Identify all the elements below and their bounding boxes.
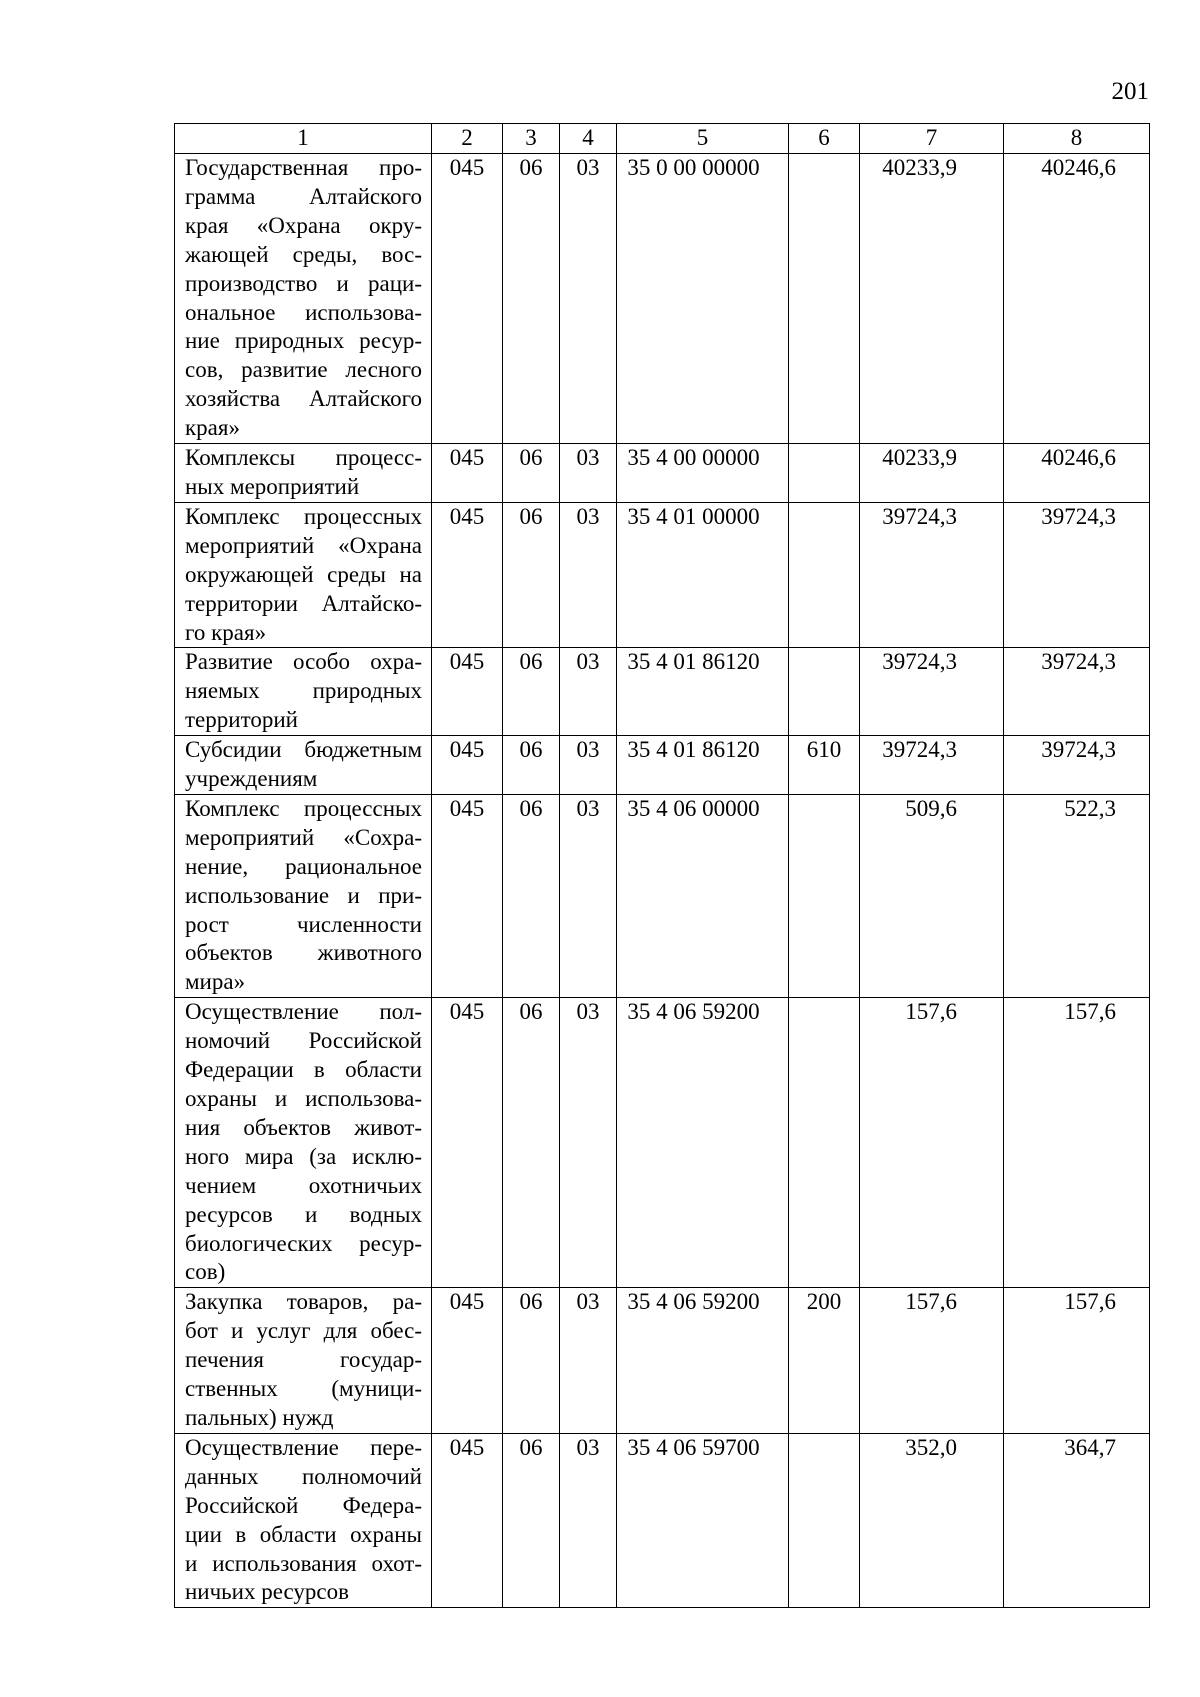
cell-amount-year-1: 40233,9 <box>860 444 1004 503</box>
cell-amount-year-2: 39724,3 <box>1004 502 1150 648</box>
name-line: ции в области охраны <box>185 1521 422 1547</box>
name-line: объектов животного <box>185 940 422 966</box>
cell-ministry-code: 045 <box>432 154 503 444</box>
name-line: хозяйства Алтайского <box>185 386 422 412</box>
cell-section: 06 <box>503 502 560 648</box>
cell-amount-year-1: 39724,3 <box>860 502 1004 648</box>
table-body <box>175 154 1150 1608</box>
name-line: биологических ресур- <box>185 1230 422 1256</box>
cell-name <box>175 998 432 1288</box>
cell-target-article: 35 4 06 59700 <box>617 1433 789 1607</box>
name-line: и использования охот- <box>185 1550 422 1576</box>
cell-expense-type: 200 <box>789 1288 860 1434</box>
cell-amount-year-1: 40233,9 <box>860 154 1004 444</box>
cell-amount-year-1: 157,6 <box>860 1288 1004 1434</box>
name-line: ного мира (за исклю- <box>185 1143 422 1169</box>
name-line: печения государ- <box>185 1347 422 1373</box>
name-line: Государственная про- <box>185 155 422 180</box>
cell-amount-year-2: 39724,3 <box>1004 648 1150 736</box>
name-line: охраны и использова- <box>185 1086 422 1111</box>
header-row <box>175 124 1150 154</box>
cell-target-article: 35 4 06 59200 <box>617 998 789 1288</box>
name-line: территории Алтайско- <box>185 590 422 616</box>
cell-amount-year-1: 157,6 <box>860 998 1004 1288</box>
name-line: Комплекс процессных <box>185 795 422 821</box>
name-line: Комплексы процесс- <box>185 445 422 471</box>
table-row <box>175 502 1150 648</box>
name-line: использование и при- <box>185 882 422 908</box>
name-line: Субсидии бюджетным <box>185 737 422 763</box>
name-line: ние природных ресур- <box>185 328 422 354</box>
cell-expense-type <box>789 502 860 648</box>
cell-section: 06 <box>503 794 560 997</box>
name-line: рост численности <box>185 911 422 937</box>
cell-name <box>175 1433 432 1607</box>
table-row <box>175 794 1150 997</box>
name-line: нение, рациональное <box>185 853 422 879</box>
name-line: ональное использова- <box>185 299 422 325</box>
cell-expense-type: 610 <box>789 736 860 795</box>
name-line: ния объектов живот- <box>185 1114 422 1140</box>
cell-amount-year-1: 509,6 <box>860 794 1004 997</box>
cell-section: 06 <box>503 1288 560 1434</box>
cell-target-article: 35 4 01 86120 <box>617 736 789 795</box>
cell-target-article: 35 4 00 00000 <box>617 444 789 503</box>
cell-name <box>175 794 432 997</box>
cell-expense-type <box>789 1433 860 1607</box>
name-line: данных полномочий <box>185 1463 422 1489</box>
cell-expense-type <box>789 794 860 997</box>
header-col-5: 5 <box>617 124 789 154</box>
header-col-7: 7 <box>860 124 1004 154</box>
name-line: мероприятий «Сохра- <box>185 824 422 850</box>
cell-target-article: 35 4 01 00000 <box>617 502 789 648</box>
cell-ministry-code: 045 <box>432 648 503 736</box>
cell-name <box>175 502 432 648</box>
table-row <box>175 736 1150 795</box>
table-row <box>175 998 1150 1288</box>
table-row <box>175 648 1150 736</box>
name-line: ственных (муници- <box>185 1376 422 1402</box>
table-row <box>175 1288 1150 1434</box>
cell-amount-year-1: 39724,3 <box>860 736 1004 795</box>
table-row <box>175 444 1150 503</box>
name-line: бот и услуг для обес- <box>185 1318 422 1344</box>
cell-subsection: 03 <box>560 1288 617 1434</box>
cell-ministry-code: 045 <box>432 502 503 648</box>
name-line: ресурсов и водных <box>185 1201 422 1227</box>
cell-ministry-code: 045 <box>432 794 503 997</box>
cell-subsection: 03 <box>560 502 617 648</box>
cell-amount-year-1: 352,0 <box>860 1433 1004 1607</box>
cell-subsection: 03 <box>560 1433 617 1607</box>
cell-subsection: 03 <box>560 444 617 503</box>
cell-section: 06 <box>503 998 560 1288</box>
cell-amount-year-2: 522,3 <box>1004 794 1150 997</box>
cell-amount-year-2: 40246,6 <box>1004 154 1150 444</box>
cell-ministry-code: 045 <box>432 998 503 1288</box>
cell-subsection: 03 <box>560 154 617 444</box>
cell-amount-year-2: 157,6 <box>1004 998 1150 1288</box>
header-col-2: 2 <box>432 124 503 154</box>
name-line: ничьих ресурсов <box>185 1579 349 1605</box>
cell-expense-type <box>789 648 860 736</box>
name-line: Комплекс процессных <box>185 503 422 529</box>
cell-section: 06 <box>503 444 560 503</box>
cell-subsection: 03 <box>560 794 617 997</box>
name-line: окружающей среды на <box>185 561 422 587</box>
cell-section: 06 <box>503 154 560 444</box>
name-line: номочий Российской <box>185 1028 422 1054</box>
cell-name <box>175 154 432 444</box>
cell-expense-type <box>789 154 860 444</box>
cell-section: 06 <box>503 1433 560 1607</box>
name-line: жающей среды, вос- <box>185 241 422 267</box>
name-line: Осуществление пере- <box>185 1434 422 1460</box>
header-col-6: 6 <box>789 124 860 154</box>
name-line: грамма Алтайского <box>185 183 422 209</box>
name-line: Развитие особо охра- <box>185 649 422 675</box>
name-line: территорий <box>185 707 298 733</box>
cell-expense-type <box>789 444 860 503</box>
page-number: 201 <box>1111 78 1149 105</box>
cell-amount-year-2: 40246,6 <box>1004 444 1150 503</box>
name-line: края «Охрана окру- <box>185 212 422 238</box>
name-line: чением охотничьих <box>185 1172 422 1198</box>
name-line: ных мероприятий <box>185 473 360 499</box>
header-col-1: 1 <box>175 124 432 154</box>
cell-expense-type <box>789 998 860 1288</box>
name-line: го края» <box>185 619 267 645</box>
budget-table <box>174 123 1150 1608</box>
cell-amount-year-2: 39724,3 <box>1004 736 1150 795</box>
cell-ministry-code: 045 <box>432 1288 503 1434</box>
cell-ministry-code: 045 <box>432 736 503 795</box>
name-line: няемых природных <box>185 678 422 704</box>
name-line: Закупка товаров, ра- <box>185 1289 422 1315</box>
cell-target-article: 35 0 00 00000 <box>617 154 789 444</box>
header-col-4: 4 <box>560 124 617 154</box>
cell-target-article: 35 4 06 59200 <box>617 1288 789 1434</box>
cell-name <box>175 736 432 795</box>
name-line: сов, развитие лесного <box>185 357 422 383</box>
cell-subsection: 03 <box>560 998 617 1288</box>
cell-amount-year-2: 364,7 <box>1004 1433 1150 1607</box>
cell-amount-year-2: 157,6 <box>1004 1288 1150 1434</box>
name-line: сов) <box>185 1259 226 1285</box>
name-line: края» <box>185 415 240 441</box>
table-row <box>175 1433 1150 1607</box>
cell-section: 06 <box>503 648 560 736</box>
cell-name <box>175 648 432 736</box>
name-line: Осуществление пол- <box>185 999 422 1025</box>
cell-section: 06 <box>503 736 560 795</box>
cell-subsection: 03 <box>560 736 617 795</box>
name-line: Российской Федера- <box>185 1492 422 1518</box>
cell-ministry-code: 045 <box>432 444 503 503</box>
cell-target-article: 35 4 06 00000 <box>617 794 789 997</box>
name-line: Федерации в области <box>185 1057 422 1083</box>
header-col-3: 3 <box>503 124 560 154</box>
name-line: мира» <box>185 969 246 995</box>
cell-name <box>175 1288 432 1434</box>
cell-subsection: 03 <box>560 648 617 736</box>
header-col-8: 8 <box>1004 124 1150 154</box>
cell-name <box>175 444 432 503</box>
cell-amount-year-1: 39724,3 <box>860 648 1004 736</box>
name-line: мероприятий «Охрана <box>185 532 422 558</box>
name-line: учреждениям <box>185 766 318 792</box>
table-row <box>175 154 1150 444</box>
name-line: производство и раци- <box>185 270 422 296</box>
cell-target-article: 35 4 01 86120 <box>617 648 789 736</box>
name-line: пальных) нужд <box>185 1404 334 1430</box>
cell-ministry-code: 045 <box>432 1433 503 1607</box>
